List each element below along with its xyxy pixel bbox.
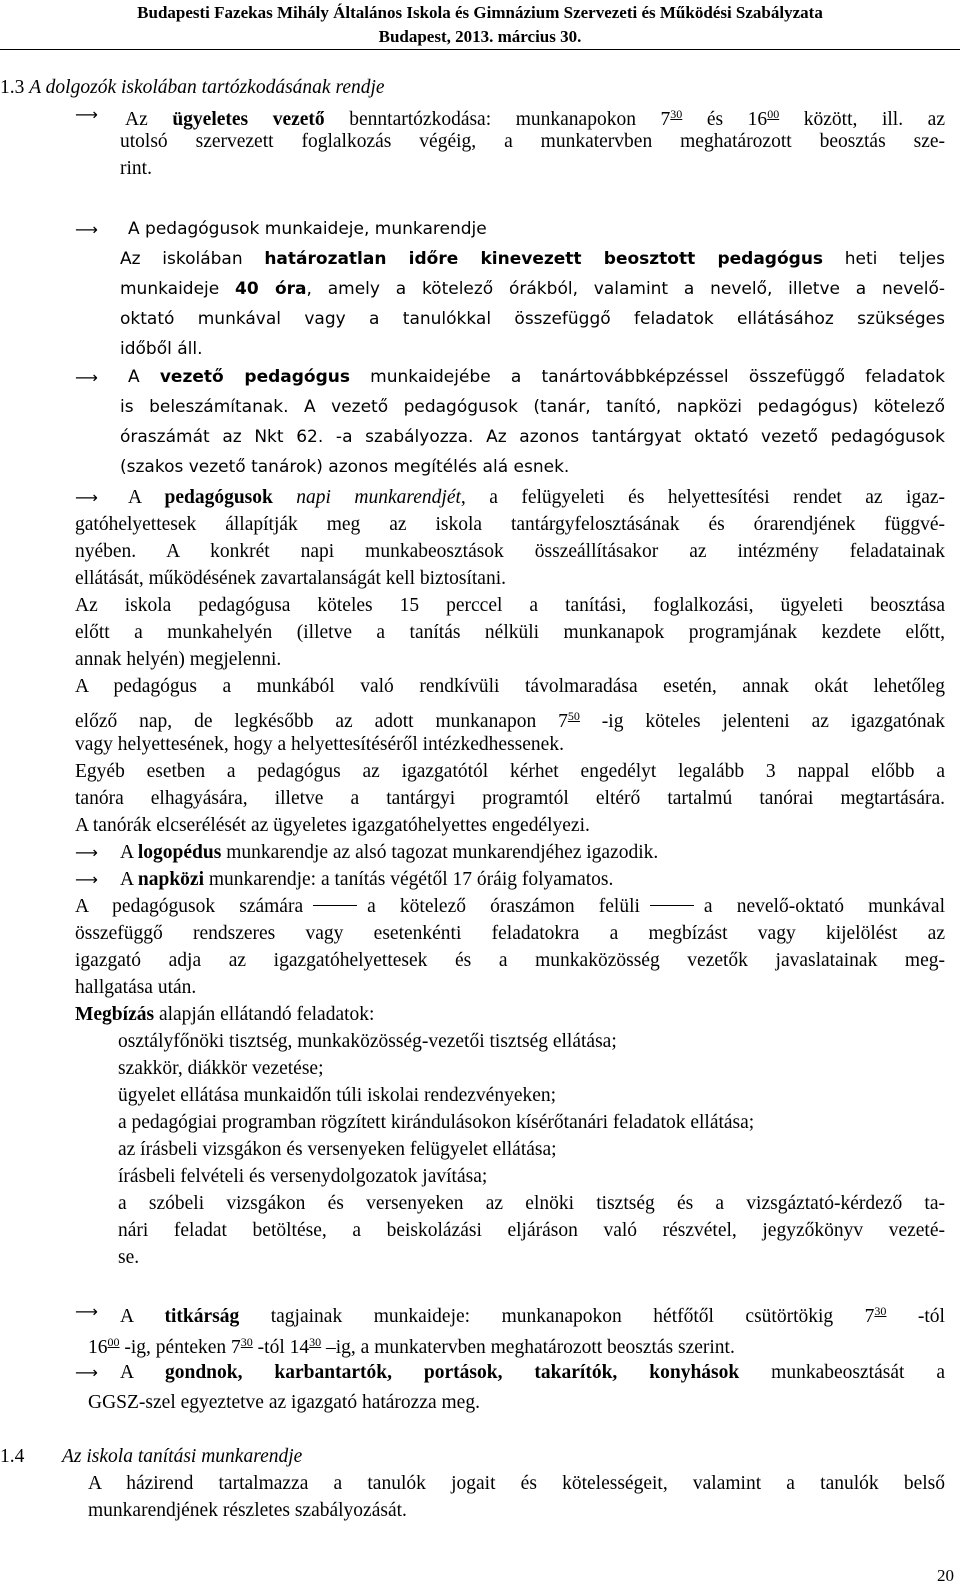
section-1-4-heading (0, 1443, 302, 1470)
page-number: 20 (937, 1566, 954, 1585)
arrow-bullet-icon: ⟶ (75, 220, 98, 239)
em-dash (650, 905, 694, 906)
document-header-title: Budapesti Fazekas Mihály Általános Iskola és Gimnázium Szervezeti és Működési Szabályzata (137, 3, 823, 22)
ped-heading: A pedagógusok munkaideje, munkarendje (128, 219, 487, 239)
extra-line-3: igazgató adja az igazgatóhelyettesek és a munkaközösség vezetők javaslatainak meg- (75, 950, 945, 971)
megbizas-heading: Megbízás alapján ellátandó feladatok: (75, 1004, 375, 1025)
megbizas-item: a pedagógiai programban rögzített kirándulásokon kísérőtanári feladatok ellátása; (118, 1112, 755, 1133)
megbizas-item: osztályfőnöki tisztség, munkaközösség-vezetői tisztség ellátása; (118, 1031, 617, 1052)
arrow-bullet-icon: ⟶ (75, 368, 98, 387)
lead-line-4: (szakos vezető tanárok) azonos megítélés alá esnek. (120, 457, 570, 477)
duty-line-2: utolsó szervezett foglalkozás végéig, a munkatervben meghatározott beosztás sze- (120, 131, 945, 152)
logopedus-line: A logopédus munkarendje az alsó tagozat munkarendjéhez igazodik. (120, 842, 659, 863)
lead-line-1: A vezető pedagógus munkaidejébe a tanártovábbképzéssel összefüggő feladatok (128, 367, 945, 387)
arrive-line-3: annak helyén) megjelenni. (75, 649, 282, 670)
megbizas-item: szakkör, diákkör vezetése; (118, 1058, 324, 1079)
secretary-line-2: $16^{00}$ -ig, pénteken $7^{30}$ -tól $14^{30}$ –ig, a munkatervben meghatározott beosztás szerint. (88, 1335, 735, 1358)
arrow-bullet-icon: ⟶ (75, 488, 98, 507)
daily-line-3: nyében. A konkrét napi munkabeosztások összeállításakor az intézmény feladatainak (75, 541, 945, 562)
duty-line-1: Az ügyeletes vezető benntartózkodása: munkanapokon $7^{30}$ és $16^{00}$ között, ill. az (125, 107, 945, 130)
staff-line-2: GGSZ-szel egyeztetve az igazgató határozza meg. (88, 1392, 480, 1413)
lead-line-2: is beleszámítanak. A vezető pedagógusok (tanár, tanító, napközi pedagógus) kötelező (120, 397, 945, 417)
other-line-2: tanóra elhagyására, illetve a tantárgyi programtól eltérő tartalmú tanórai megtartására. (75, 788, 945, 809)
em-dash (313, 905, 357, 906)
daily-line-4: ellátását, működésének zavartalanságát kell biztosítani. (75, 568, 506, 589)
napkozi-line: A napközi munkarendje: a tanítás végétől 17 óráig folyamatos. (120, 869, 614, 890)
megbizas-item-last-1: a szóbeli vizsgákon és versenyeken az elnöki tisztség és a vizsgáztató-kérdező ta- (118, 1193, 945, 1214)
absence-line-2: előző nap, de legkésőbb az adott munkanapon $7^{50}$ -ig köteles jelenteni az igazgatónak (75, 709, 945, 732)
ped-line-4: időből áll. (120, 339, 203, 359)
megbizas-item-last-2: nári feladat betöltése, a beiskolázási eljáráson való részvétel, jegyzőkönyv vezeté- (118, 1220, 945, 1241)
megbizas-item: ügyelet ellátása munkaidőn túli iskolai rendezvényeken; (118, 1085, 557, 1106)
staff-line-1: A gondnok, karbantartók, portások, takarítók, konyhások munkabeosztását a (120, 1362, 945, 1383)
megbizas-item: az írásbeli vizsgákon és versenyeken felügyelet ellátása; (118, 1139, 557, 1160)
arrow-bullet-icon: ⟶ (75, 1363, 98, 1382)
arrow-bullet-icon: ⟶ (75, 1302, 98, 1321)
ped-line-2: munkaideje 40 óra, amely a kötelező órákból, valamint a nevelő, illetve a nevelő- (120, 279, 945, 299)
section-1-3-heading (0, 74, 385, 101)
section-number: 1.3 (0, 77, 25, 98)
duty-line-3: rint. (120, 158, 152, 179)
document-header-date: Budapest, 2013. március 30. (378, 27, 582, 46)
extra-line-4: hallgatása után. (75, 977, 197, 998)
section-title: A dolgozók iskolában tartózkodásának rendje (29, 77, 385, 98)
section-number: 1.4 (0, 1446, 25, 1467)
arrive-line-2: előtt a munkahelyén (illetve a tanítás nélküli munkanapok programjának kezdete előtt, (75, 622, 945, 643)
section-1-4-line-2: munkarendjének részletes szabályozását. (88, 1500, 407, 1521)
megbizas-item: írásbeli felvételi és versenydolgozatok javítása; (118, 1166, 488, 1187)
ped-line-1: Az iskolában határozatlan időre kinevezett beosztott pedagógus heti teljes (120, 249, 945, 269)
absence-line-1: A pedagógus a munkából való rendkívüli távolmaradása esetén, annak okát lehetőleg (75, 676, 945, 697)
daily-line-1: A pedagógusok napi munkarendjét, a felügyeleti és helyettesítési rendet az igaz- (128, 487, 946, 508)
arrow-bullet-icon: ⟶ (75, 105, 98, 124)
secretary-line-1: A titkárság tagjainak munkaideje: munkanapokon hétfőtől csütörtökig $7^{30}$ -tól (120, 1304, 945, 1327)
arrive-line-1: Az iskola pedagógusa köteles 15 perccel a tanítási, foglalkozási, ügyeleti beosztása (75, 595, 945, 616)
extra-line-2: összefüggő rendszeres vagy esetenkénti feladatokra a megbízást vagy kijelölést az (75, 923, 945, 944)
arrow-bullet-icon: ⟶ (75, 843, 98, 862)
arrow-bullet-icon: ⟶ (75, 870, 98, 889)
lead-line-3: óraszámát az Nkt 62. -a szabályozza. Az azonos tantárgyat oktató vezető pedagógusok (120, 427, 945, 447)
ped-line-3: oktató munkával vagy a tanulókkal összefüggő feladatok ellátásához szükséges (120, 309, 945, 329)
extra-line-1: A pedagógusok számára a kötelező óraszámon felüli a nevelő-oktató munkával (75, 896, 946, 917)
header-divider (0, 49, 960, 50)
section-1-4-line-1: A házirend tartalmazza a tanulók jogait és kötelességeit, valamint a tanulók belső (88, 1473, 945, 1494)
other-line-1: Egyéb esetben a pedagógus az igazgatótól kérhet engedélyt legalább 3 nappal előbb a (75, 761, 945, 782)
absence-line-3: vagy helyettesének, hogy a helyettesítéséről intézkedhessenek. (75, 734, 564, 755)
megbizas-item-last-3: se. (118, 1247, 140, 1268)
other-line-3: A tanórák elcserélését az ügyeletes igazgatóhelyettes engedélyezi. (75, 815, 590, 836)
daily-line-2: gatóhelyettesek állapítják meg az iskola tantárgyfelosztásának és órarendjének függvé- (75, 514, 945, 535)
section-title: Az iskola tanítási munkarendje (62, 1446, 303, 1467)
